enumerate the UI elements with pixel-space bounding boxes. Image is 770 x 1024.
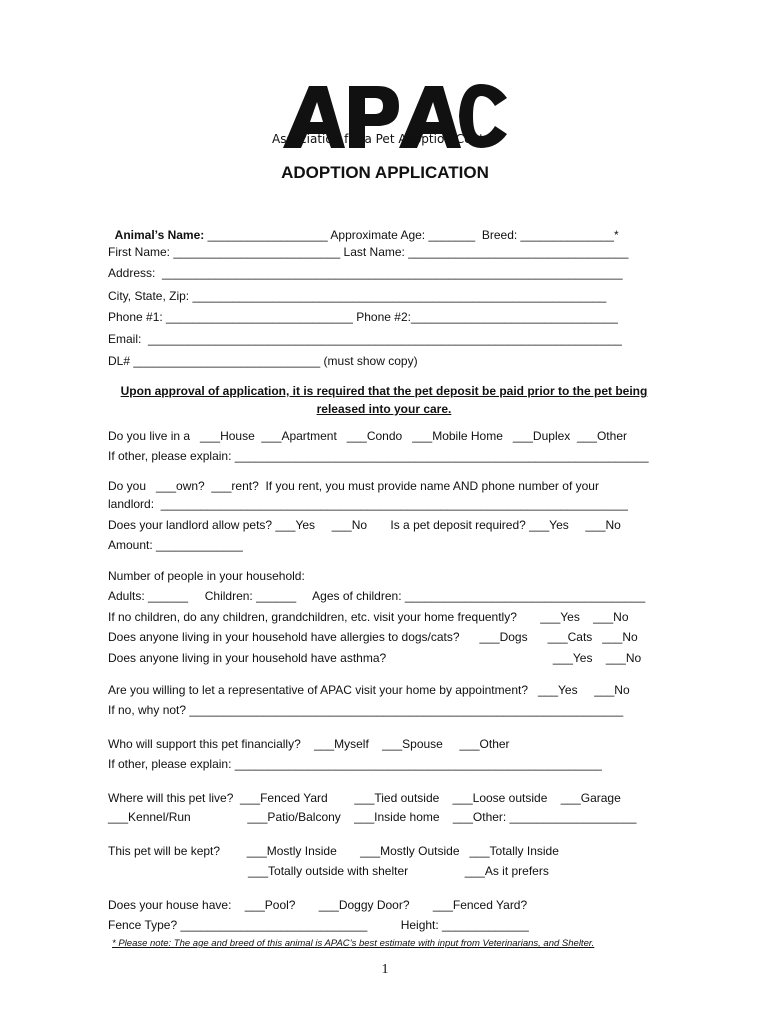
where-live-row: Where will this pet live? ___Fenced Yard ___Tied outside ___Loose outside ___Garage: [108, 791, 621, 805]
fence-row: Fence Type? ____________________________ Height: _____________: [108, 918, 529, 932]
name-row: First Name: _________________________ Last Name: _________________________________: [108, 245, 629, 259]
why-not-row: If no, why not? _________________________________________________________________: [108, 703, 624, 717]
landlord-allow-row: Does your landlord allow pets? ___Yes ___No Is a pet deposit required? ___Yes ___No: [108, 518, 621, 532]
animal-name-fields: __________________ Approximate Age: _______ Breed: ______________*: [204, 228, 619, 242]
support-explain-row: If other, please explain: _______________________________________________________: [108, 757, 602, 771]
animal-name-label: Animal’s Name:: [114, 228, 205, 242]
amount-row: Amount: _____________: [108, 538, 243, 552]
kept-row-2: ___Totally outside with shelter ___As it prefers: [108, 864, 549, 878]
logo-tagline: Association for a Pet Adoption Center: [272, 132, 497, 146]
deposit-notice: Upon approval of application, it is required that the pet deposit be paid prior to the pet being released into your care.: [120, 384, 648, 416]
visit-row: Are you willing to let a representative of APAC visit your home by appointment? ___Yes ___No: [108, 683, 630, 697]
num-people-row: Number of people in your household:: [108, 569, 305, 583]
apac-logo-graphic: [279, 76, 511, 168]
adults-row: Adults: ______ Children: ______ Ages of children: ____________________________________: [108, 589, 646, 603]
animal-name-row: [108, 214, 619, 242]
page-title: ADOPTION APPLICATION: [281, 163, 489, 182]
city-row: City, State, Zip: ______________________________________________________________: [108, 289, 607, 303]
own-rent-row: Do you ___own? ___rent? If you rent, you must provide name AND phone number of your: [108, 479, 599, 493]
apac-logo: [270, 58, 502, 150]
live-in-row: Do you live in a ___House ___Apartment ___Condo ___Mobile Home ___Duplex ___Other: [108, 429, 627, 443]
phone-row: Phone #1: ____________________________ Phone #2:_______________________________: [108, 310, 618, 324]
asthma-row: Does anyone living in your household have asthma? ___Yes ___No: [108, 651, 642, 665]
kennel-row: ___Kennel/Run ___Patio/Balcony ___Inside home ___Other: ___________________: [108, 810, 637, 824]
landlord-row: landlord: ______________________________________________________________________: [108, 497, 628, 511]
kept-row: This pet will be kept? ___Mostly Inside ___Mostly Outside ___Totally Inside: [108, 844, 559, 858]
support-row: Who will support this pet financially? ___Myself ___Spouse ___Other: [108, 737, 510, 751]
dl-row: DL# ____________________________ (must show copy): [108, 354, 418, 368]
email-row: Email: _______________________________________________________________________: [108, 332, 622, 346]
other-explain-row: If other, please explain: ______________________________________________________________: [108, 449, 649, 463]
page-number: 1: [381, 962, 389, 977]
address-row: Address: _____________________________________________________________________: [108, 266, 623, 280]
footnote: * Please note: The age and breed of this animal is APAC’s best estimate with input from Veterinarians, and Shelter.: [112, 938, 595, 949]
allergies-row: Does anyone living in your household have allergies to dogs/cats? ___Dogs ___Cats ___No: [108, 630, 638, 644]
house-have-row: Does your house have: ___Pool? ___Doggy Door? ___Fenced Yard?: [108, 898, 528, 912]
no-children-row: If no children, do any children, grandchildren, etc. visit your home frequently? ___Yes ___No: [108, 610, 629, 624]
